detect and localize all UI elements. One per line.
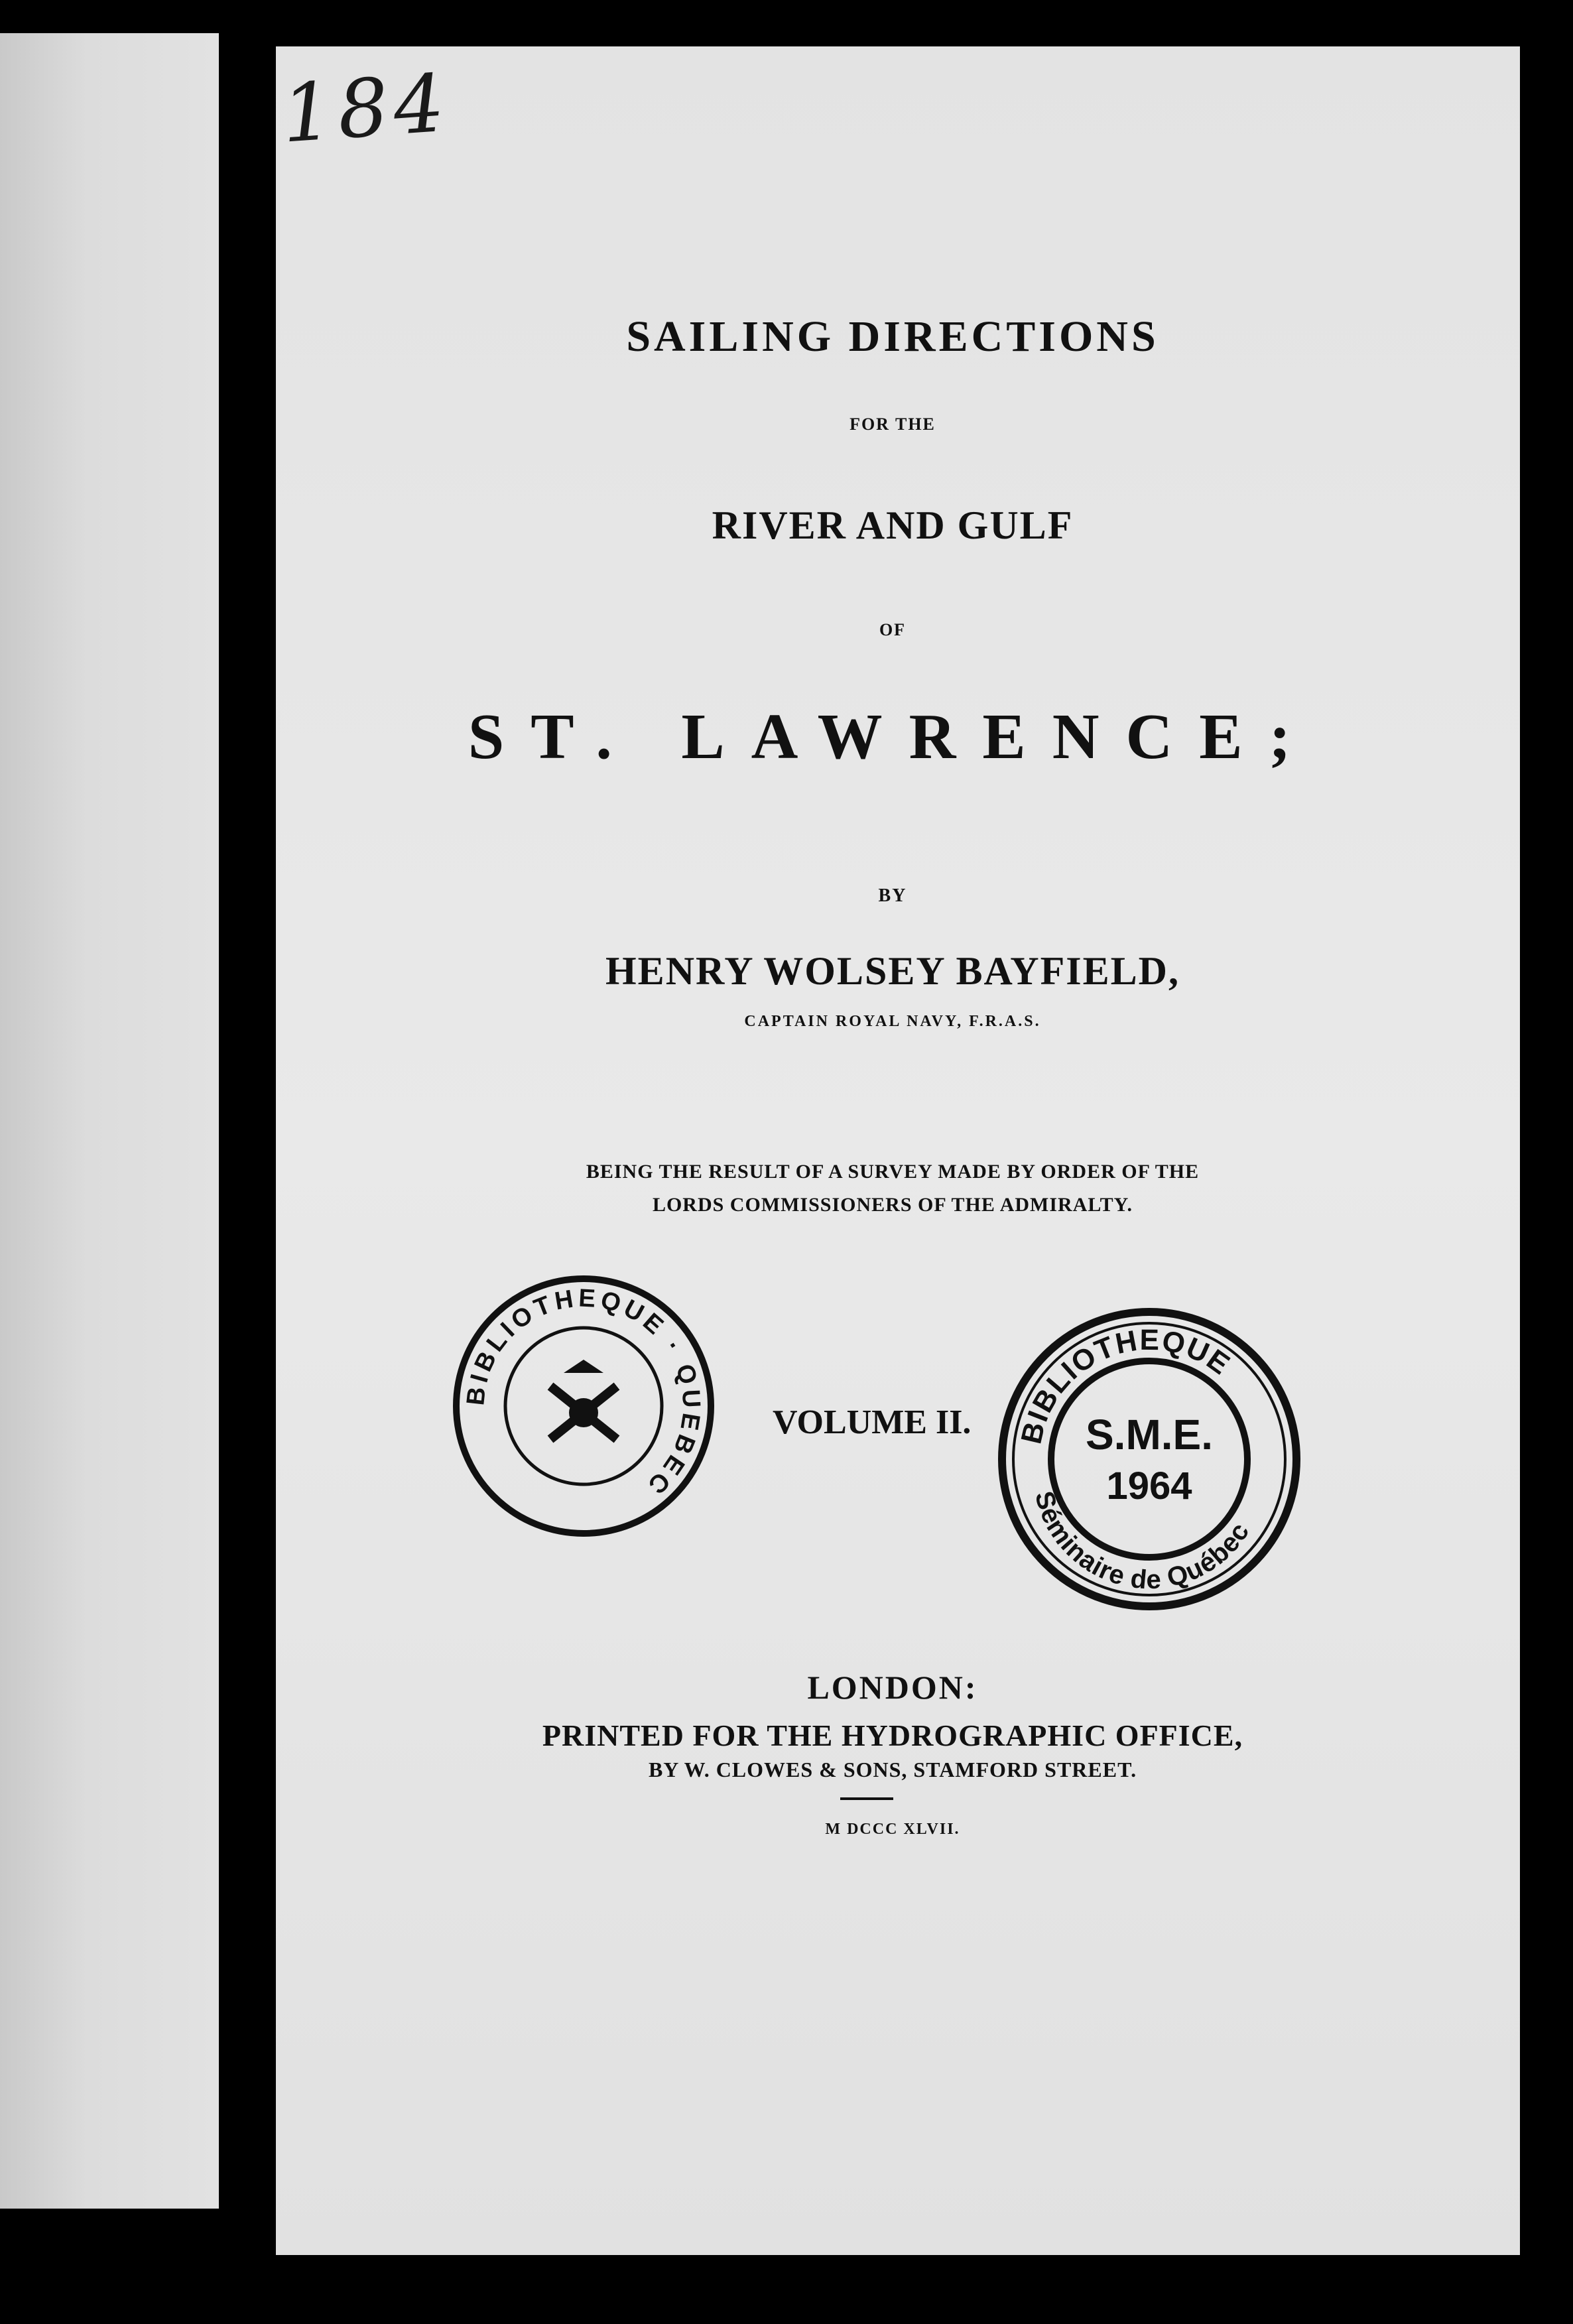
title-line-1: SAILING DIRECTIONS (626, 312, 1159, 361)
title-line-2: FOR THE (849, 415, 936, 434)
right-stamp-ring-bottom: Séminaire de Québec (1029, 1488, 1255, 1595)
author-rank: CAPTAIN ROYAL NAVY, F.R.A.S. (744, 1013, 1041, 1030)
handwritten-shelf-number: 184 (279, 57, 453, 161)
left-stamp-ring-text: BIBLIOTHEQUE · QUEBEC (462, 1284, 706, 1502)
title-line-3: RIVER AND GULF (712, 503, 1074, 547)
right-library-stamp (993, 1307, 1305, 1612)
imprint-publisher: PRINTED FOR THE HYDROGRAPHIC OFFICE, (542, 1718, 1243, 1752)
crest-icon (550, 1360, 617, 1439)
imprint-year: M DCCC XLVII. (825, 1821, 960, 1838)
description-line-1: BEING THE RESULT OF A SURVEY MADE BY ORDER OF THE (586, 1161, 1200, 1183)
right-stamp-year: 1964 (1106, 1464, 1192, 1508)
title-line-5: ST. LAWRENCE; (468, 701, 1318, 773)
title-page (276, 46, 1520, 2255)
author-by: BY (878, 885, 907, 906)
svg-text:BIBLIOTHEQUE · QUEBEC (462, 1284, 705, 1502)
imprint-printer: BY W. CLOWES & SONS, STAMFORD STREET. (648, 1758, 1137, 1781)
imprint-divider (840, 1797, 893, 1800)
left-library-stamp (451, 1273, 716, 1539)
right-stamp-ring-top: BIBLIOTHEQUE (1015, 1323, 1237, 1447)
title-line-4: OF (879, 620, 907, 639)
imprint-city: LONDON: (807, 1669, 978, 1706)
right-stamp-code: S.M.E. (1085, 1411, 1214, 1458)
author-name: HENRY WOLSEY BAYFIELD, (605, 949, 1180, 993)
volume-label: VOLUME II. (773, 1403, 972, 1441)
description-line-2: LORDS COMMISSIONERS OF THE ADMIRALTY. (652, 1194, 1133, 1216)
